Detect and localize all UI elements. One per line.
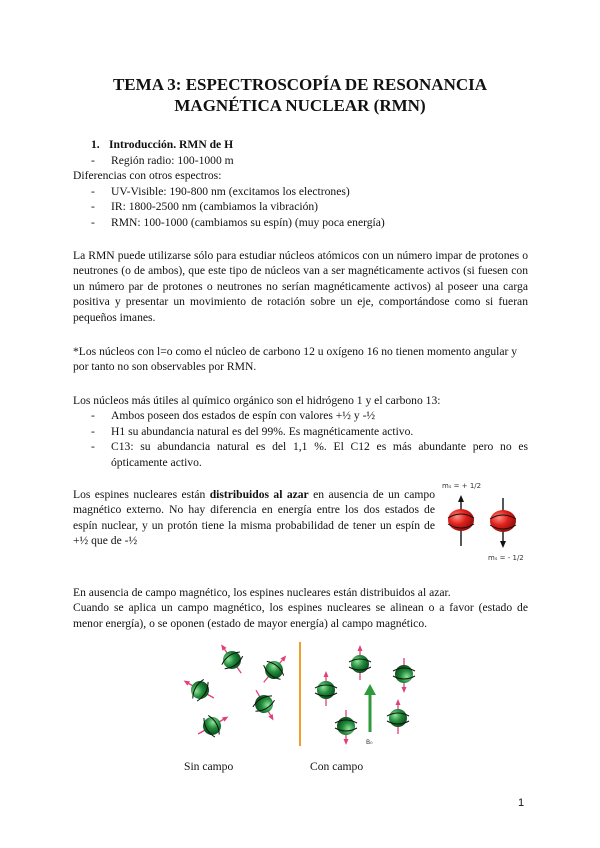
field-paragraphs bbox=[73, 585, 528, 631]
spin-nucleus bbox=[246, 685, 283, 726]
useful-nuclei-block bbox=[73, 393, 528, 470]
spin-nucleus bbox=[387, 699, 409, 734]
spin-up-label: mₛ = + 1/2 bbox=[442, 482, 482, 490]
spin-nucleus bbox=[255, 648, 294, 689]
spin-nucleus bbox=[193, 707, 234, 744]
field-line-2: Cuando se aplica un campo magnético, los espines nucleares se alinean o a favor (estado de menor energía), o se oponen (estado de mayor energía) al campo magnético. bbox=[73, 601, 528, 630]
spin-nucleus bbox=[349, 645, 371, 680]
field-line-1: En ausencia de campo magnético, los espines nucleares están distribuidos al azar. bbox=[73, 586, 451, 599]
list-item: - Ambos poseen dos estados de espín con valores +½ y -½ bbox=[91, 409, 376, 423]
list-item: - UV-Visible: 190-800 nm (excitamos los electrones) bbox=[91, 184, 350, 198]
spin-states-figure bbox=[440, 480, 558, 568]
list-item: - RMN: 100-1000 (cambiamos su espín) (muy poca energía) bbox=[91, 215, 385, 229]
bold-phrase: distribuidos al azar bbox=[209, 488, 309, 501]
caption-with-field: Con campo bbox=[310, 760, 364, 773]
page-title bbox=[60, 74, 540, 116]
useful-list bbox=[73, 408, 528, 470]
note-paragraph: *Los núcleos con l=o como el núcleo de carbono 12 u oxígeno 16 no tienen momento angular y por tanto no son observables por RMN. bbox=[73, 345, 518, 374]
list-item: - C13: su abundancia natural es del 1,1 %. El C12 es más abundante pero no es ópticamente activo. bbox=[91, 440, 528, 469]
spin-nucleus bbox=[393, 658, 415, 693]
list-item: - IR: 1800-2500 nm (cambiamos la vibración) bbox=[91, 200, 319, 214]
spin-nucleus bbox=[212, 640, 250, 679]
page-number: 1 bbox=[518, 797, 525, 809]
rmn-paragraph: La RMN puede utilizarse sólo para estudiar núcleos atómicos con un número impar de protones o neutrones (o de ambos), que este tipo de núcleos van a ser magnéticamente activos (si fuesen con un número par de protones o neutrones no serían magnéticamente activos) al poseer una carga positiva y presentar un movimiento de rotación sobre un eje, comportándose como si fueran pequeños imanes. bbox=[73, 249, 528, 324]
section-number: 1. bbox=[91, 138, 100, 151]
b0-label: B₀ bbox=[366, 739, 373, 746]
spin-down-label: mₛ = - 1/2 bbox=[488, 554, 524, 562]
list-item: - H1 su abundancia natural es del 99%. Es magnéticamente activo. bbox=[91, 424, 414, 438]
caption-without-field: Sin campo bbox=[184, 760, 234, 773]
magnetic-field-figure bbox=[176, 640, 446, 750]
diff-list bbox=[73, 184, 528, 230]
useful-intro: Los núcleos más útiles al químico orgánico son el hidrógeno 1 y el carbono 13: bbox=[73, 394, 441, 407]
section-heading-text: Introducción. RMN de H bbox=[109, 138, 234, 151]
title-line-1: TEMA 3: ESPECTROSCOPÍA DE RESONANCIA bbox=[112, 75, 488, 94]
intro-block bbox=[73, 153, 528, 230]
spin-nucleus bbox=[315, 671, 337, 706]
diff-intro: Diferencias con otros espectros: bbox=[73, 169, 222, 183]
section-heading bbox=[91, 138, 233, 151]
spin-nucleus bbox=[178, 671, 219, 708]
list-item: - Región radio: 100-1000 m bbox=[91, 154, 234, 167]
spin-up-nucleus bbox=[448, 495, 474, 546]
title-line-2: MAGNÉTICA NUCLEAR (RMN) bbox=[174, 96, 426, 115]
spin-down-nucleus bbox=[490, 498, 516, 548]
aligned-spins-group bbox=[315, 645, 415, 746]
random-spins-group bbox=[178, 640, 295, 744]
b0-field-arrow bbox=[364, 684, 376, 732]
spin-nucleus bbox=[335, 710, 357, 745]
random-spin-paragraph: Los espines nucleares están distribuidos al azar en ausencia de un campo magnético externo. No hay diferencia en energía entre los dos estados de espín nuclear, y un protón tiene la misma probabilidad de tener un espín de +½ que de -½ bbox=[73, 488, 435, 548]
